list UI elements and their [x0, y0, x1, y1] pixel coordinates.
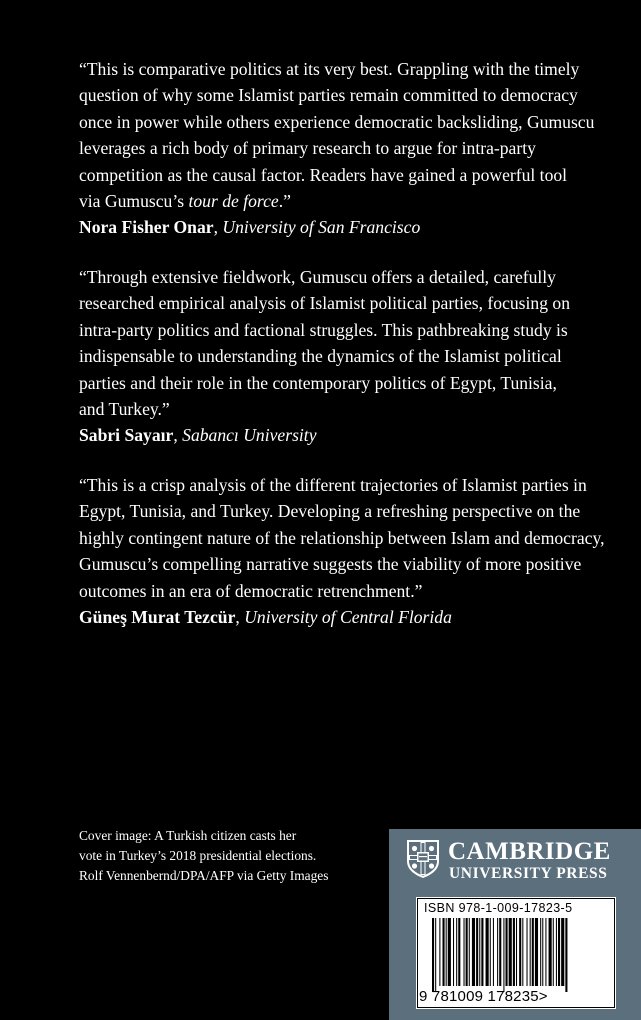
- barcode-bar: [453, 918, 454, 986]
- barcode-bar: [458, 918, 460, 986]
- barcode-bar: [535, 918, 538, 986]
- blurb-3: [79, 472, 605, 630]
- barcode-bar: [542, 918, 543, 986]
- blurb-2-attribution: Sabri Sayaır, Sabancı University: [79, 425, 317, 446]
- barcode-bar: [530, 918, 531, 986]
- barcode-bar: [553, 918, 554, 986]
- credit-line: Rolf Vennenbernd/DPA/AFP via Getty Images: [79, 867, 329, 883]
- barcode-bar: [545, 918, 546, 986]
- blurb-3-line: highly contingent nature of the relationship between Islam and democracy,: [79, 527, 605, 548]
- barcode-bar: [540, 918, 541, 986]
- barcode-bar: [509, 918, 512, 986]
- cover-image-credit: [79, 826, 328, 885]
- barcode-bar: [532, 918, 534, 986]
- barcode-bar: [561, 918, 564, 986]
- blurb-1-affiliation: University of San Francisco: [222, 217, 421, 238]
- barcode-bar: [448, 918, 451, 986]
- blurb-1-line: “This is comparative politics at its very best. Grappling with the timely: [79, 59, 580, 79]
- barcode-bar: [556, 918, 557, 986]
- blurb-3-author: Güneş Murat Tezcür: [79, 607, 236, 628]
- barcode-bar: [519, 918, 521, 986]
- barcode-bar: [506, 918, 508, 986]
- publisher-subname: UNIVERSITY PRESS: [449, 865, 608, 882]
- isbn-label: ISBN 978-1-009-17823-5: [424, 901, 573, 915]
- blurb-2-affiliation: Sabancı University: [182, 425, 317, 446]
- barcode-bar: [522, 918, 523, 986]
- blurb-2-author: Sabri Sayaır: [79, 425, 174, 446]
- publisher-name: CAMBRIDGE: [448, 838, 611, 865]
- barcode-bar: [549, 918, 552, 986]
- blurb-3-line: Egypt, Tunisia, and Turkey. Developing a refreshing perspective on the: [79, 501, 581, 522]
- barcode-bar: [466, 918, 468, 986]
- barcode-bar: [486, 918, 489, 986]
- barcode-bar: [439, 918, 440, 986]
- barcode-digits: 9 781009 178235>: [419, 988, 548, 1005]
- blurb-1: [79, 56, 599, 241]
- isbn-barcode: [416, 897, 616, 1009]
- barcode-bar: [479, 918, 480, 986]
- barcode-bar: [503, 918, 504, 992]
- barcode-bar: [446, 918, 447, 986]
- publisher-panel: [389, 829, 641, 1020]
- barcode-bar: [558, 918, 560, 986]
- blurb-2-line: indispensable to understanding the dynamics of the Islamist political: [79, 346, 562, 367]
- barcode-bar: [513, 918, 515, 986]
- barcode-bar: [481, 918, 483, 986]
- cambridge-shield-icon: [406, 839, 440, 879]
- blurb-2-line: parties and their role in the contemporary politics of Egypt, Tunisia,: [79, 372, 557, 393]
- blurb-2-line: and Turkey.”: [79, 399, 170, 420]
- blurb-1-line: leverages a rich body of primary research to argue for intra-party: [79, 138, 536, 159]
- barcode-bar: [565, 918, 567, 992]
- barcode-bar: [469, 918, 470, 986]
- barcode-bar: [493, 918, 494, 986]
- blurb-3-line: Gumuscu’s compelling narrative suggests the viability of more positive: [79, 554, 582, 575]
- blurb-1-last-line: via Gumuscu’s tour de force.”: [79, 191, 291, 212]
- blurb-2-line: intra-party politics and factional struggles. This pathbreaking study is: [79, 319, 568, 340]
- blurb-1-line: once in power while others experience democratic backsliding, Gumuscu: [79, 111, 595, 132]
- blurb-3-attribution: Güneş Murat Tezcür, University of Central Florida: [79, 607, 452, 628]
- blurb-1-author: Nora Fisher Onar: [79, 217, 214, 238]
- blurb-1-line: competition as the causal factor. Readers have gained a powerful tool: [79, 164, 568, 185]
- barcode-bar: [476, 918, 478, 986]
- blurb-1-attribution: Nora Fisher Onar, University of San Francisco: [79, 217, 421, 238]
- barcode-bar: [443, 918, 445, 986]
- barcode-bar: [472, 918, 475, 986]
- barcode-bar: [464, 918, 465, 986]
- barcode-bar: [456, 918, 457, 986]
- barcode-bar: [499, 918, 501, 986]
- blurb-3-affiliation: University of Central Florida: [244, 607, 452, 628]
- barcode-bar: [516, 918, 517, 986]
- blurb-2: [79, 264, 599, 449]
- blurb-2-line: researched empirical analysis of Islamist political parties, focusing on: [79, 293, 571, 314]
- barcode-bar: [432, 918, 434, 992]
- credit-line: Cover image: A Turkish citizen casts her: [79, 828, 297, 843]
- credit-line: vote in Turkey’s 2018 presidential elections.: [79, 847, 317, 863]
- barcode-bar: [497, 918, 498, 986]
- blurb-1-italic-phrase: tour de force: [188, 191, 279, 212]
- blurb-3-line: outcomes in an era of democratic retrenchment.”: [79, 580, 423, 601]
- barcode-bar: [490, 918, 491, 986]
- blurb-1-line: question of why some Islamist parties remain committed to democracy: [79, 85, 578, 106]
- barcode-bar: [435, 918, 436, 992]
- barcode-bar: [527, 918, 528, 986]
- blurb-2-line: “Through extensive fieldwork, Gumuscu offers a detailed, carefully: [79, 267, 556, 287]
- blurb-3-line: “This is a crisp analysis of the different trajectories of Islamist parties in: [79, 475, 587, 495]
